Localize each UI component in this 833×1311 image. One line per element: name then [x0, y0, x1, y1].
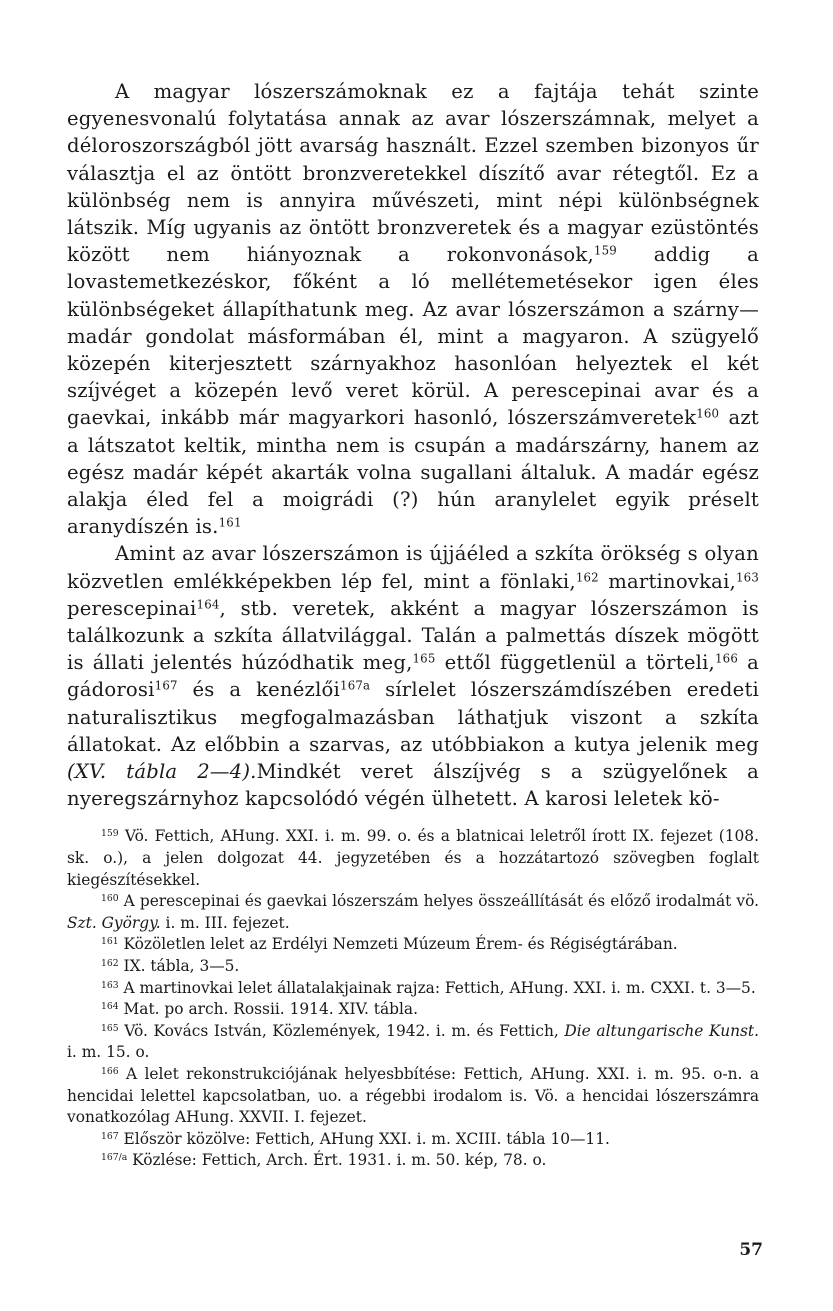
footnote-ref: 159 [593, 243, 617, 258]
text-run: Közöletlen lelet az Erdélyi Nemzeti Múzeum Érem- és Régiségtárában. [118, 935, 678, 954]
footnote-163 [67, 978, 759, 1000]
footnote-ref: 166 [101, 1065, 119, 1077]
footnote-ref: 164 [101, 1001, 119, 1013]
footnote-159 [67, 826, 759, 891]
page-content [67, 78, 759, 1172]
text-run: és a kenézlői [177, 678, 341, 702]
footnote-ref: 160 [101, 893, 119, 905]
text-run: azt a látszatot keltik, mintha nem is csupán a madárszárny, hanem az egész madár képét akarták volna sugallani általuk. A madár egész alakja éled fel a moigrádi (?) hún aranylelet egyik préselt aranydíszén is. [67, 406, 759, 539]
text-run: Amint az avar lószerszámon is újjáéled a szkíta örökség s olyan közvetlen emlékképekben lép fel, mint a fönlaki, [67, 542, 759, 593]
footnote-ref: 159 [101, 828, 119, 840]
footnote-164 [67, 999, 759, 1021]
text-run: i. m. III. fejezet. [160, 913, 290, 932]
main-text [67, 78, 759, 812]
text-run: sírlelet lószerszámdíszében eredeti naturalisztikus megfogalmazásban láthatjuk viszont a szkíta állatokat. Az előbbin a szarvas, az utóbbiakon a kutya jelenik meg [67, 678, 760, 756]
footnote-167a [67, 1150, 759, 1172]
text-run: i. m. 15. o. [67, 1043, 150, 1062]
footnote-ref: 162 [575, 570, 599, 585]
italic-text: Die altungarische Kunst. [564, 1021, 759, 1040]
footnote-ref: 161 [218, 515, 242, 530]
footnote-ref: 166 [714, 651, 739, 666]
text-run: Mat. po arch. Rossii. 1914. XIV. tábla. [118, 1000, 418, 1019]
footnote-ref: 162 [101, 957, 119, 969]
footnote-165 [67, 1021, 759, 1064]
footnote-167 [67, 1129, 759, 1151]
text-run: Közlése: Fettich, Arch. Ért. 1931. i. m. 50. kép, 78. o. [127, 1151, 547, 1170]
footnote-ref: 167/a [101, 1152, 128, 1164]
footnote-ref: 160 [696, 406, 720, 421]
footnote-ref: 164 [196, 597, 220, 612]
footnote-161 [67, 934, 759, 956]
footnote-160 [67, 891, 759, 934]
footnote-166 [67, 1064, 759, 1129]
text-run: , stb. veretek, akként a magyar lószerszámon is találkozunk a szkíta állatvilággal. Talán a palmettás díszek mögött is állati jelentés húzódhatik meg, [67, 596, 759, 675]
text-run: Először közölve: Fettich, AHung XXI. i. m. XCIII. tábla 10—11. [118, 1129, 610, 1148]
paragraph-2 [67, 540, 759, 812]
page-number: 57 [739, 1240, 763, 1260]
text-run: Mindkét veret álszíjvég s a szügyelőnek a nyeregszárnyhoz kapcsolódó végén ülhetett. A karosi leletek kö- [67, 760, 759, 811]
paragraph-1 [67, 78, 759, 540]
text-run: IX. tábla, 3—5. [118, 957, 240, 976]
footnote-ref: 161 [101, 936, 119, 948]
text-run: A lelet rekonstrukciójának helyesbbítése: Fettich, AHung. XXI. i. m. 95. o-n. a hencidai lelettel kapcsolatban, uo. a régebbi irodalom is. Vö. a hencidai lószerszámra vonatkozólag AHung. XXVII. I. fejezet. [67, 1065, 759, 1127]
text-run: a gádorosi [67, 651, 759, 702]
text-run: A perescepinai és gaevkai lószerszám helyes összeállítását és előző irodalmát vö. [118, 892, 759, 911]
footnote-ref: 167 [154, 679, 178, 694]
italic-text: Szt. György. [67, 913, 161, 932]
footnote-ref: 163 [735, 570, 759, 585]
footnote-ref: 167a [340, 679, 371, 694]
text-run: Vö. Kovács István, Közlemények, 1942. i. m. és Fettich, [118, 1021, 565, 1040]
italic-text: (XV. tábla 2—4). [67, 760, 257, 784]
footnote-ref: 165 [412, 651, 436, 666]
text-run: addig a lovastemetkezéskor, főként a ló mellétemetésekor igen éles különbségeket állapíthatunk meg. Az avar lószerszámon a szárny—madár gondolat másformában él, mint a magyaron. A szügyelő közepén kiterjesztett szárnyakhoz hasonlóan helyeztek el két szíjvéget a közepén levő veret körül. A perescepinai avar és a gaevkai, inkább már magyarkori hasonló, lószerszámveretek [67, 243, 759, 430]
text-run: A martinovkai lelet állatalakjainak rajza: Fettich, AHung. XXI. i. m. CXXI. t. 3—5. [118, 978, 756, 997]
footnote-162 [67, 956, 759, 978]
text-run: ettől függetlenül a törteli, [435, 651, 715, 675]
footnotes [67, 826, 759, 1172]
footnote-ref: 163 [101, 979, 119, 991]
footnote-ref: 167 [101, 1130, 119, 1142]
text-run: martinovkai, [598, 569, 736, 593]
footnote-ref: 165 [101, 1022, 119, 1034]
text-run: perescepinai [67, 596, 197, 620]
text-run: A magyar lószerszámoknak ez a fajtája tehát szinte egyenesvonalú folytatása annak az avar lószerszámnak, melyet a déloroszországból jött avarság használt. Ezzel szemben bizonyos űr választja el az öntött bronzveretekkel díszítő avar rétegtől. Ez a különbség nem is annyira művészeti, mint népi különbségnek látszik. Míg ugyanis az öntött bronzveretek és a magyar ezüstöntés között nem hiányoznak a rokonvonások, [67, 80, 759, 267]
text-run: Vö. Fettich, AHung. XXI. i. m. 99. o. és a blatnicai leletről írott IX. fejezet (108. sk. o.), a jelen dolgozat 44. jegyzetében és a hozzátartozó szövegben foglalt kiegészítésekkel. [67, 827, 759, 889]
